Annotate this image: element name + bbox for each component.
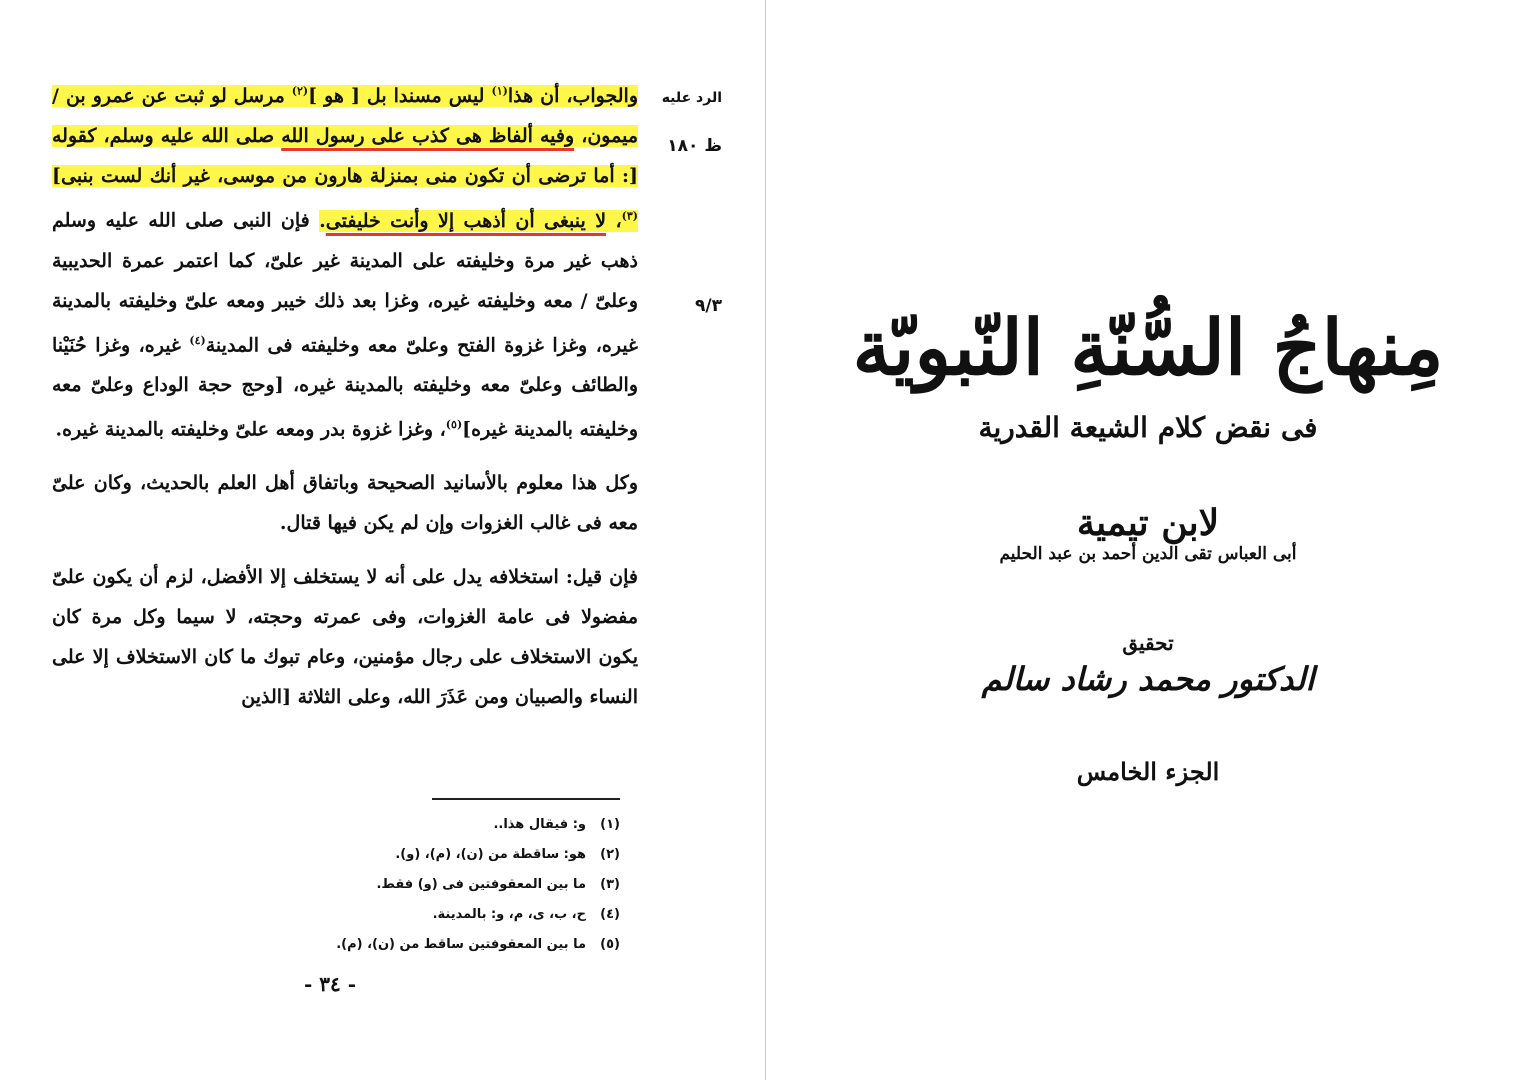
passage-text: ، <box>606 209 622 232</box>
footnote-number: (١) <box>600 817 620 832</box>
footnote-divider <box>432 798 620 800</box>
footnote-ref-2: (٢) <box>291 85 309 98</box>
passage-text: فإن النبى صلى الله عليه وسلم ذهب غير مرة وخليفته على المدينة غير علىّ، كما اعتمر عمرة الحديبية وعلىّ / معه وخليفته غيره، وغزا بعد ذلك خيبر ومعه علىّ وخليفته بالمدينة غيره، وغزا غزوة الفتح وعلىّ معه وخليفته فى المدينة <box>52 209 638 356</box>
footnotes <box>300 810 620 960</box>
margin-note-ms-ref: ظ ١٨٠ <box>667 136 722 156</box>
footnote-ref-1: (١) <box>491 85 508 98</box>
footnote-number: (٥) <box>600 937 620 952</box>
footnote-number: (٤) <box>600 907 620 922</box>
volume-label: الجزء الخامس <box>1076 757 1220 786</box>
footnote-number: (٣) <box>600 877 620 892</box>
footnote-text: ما بين المعقوفتين ساقط من (ن)، (م). <box>336 937 586 952</box>
passage-text: . <box>319 209 326 232</box>
margin-note-reply: الرد عليه <box>661 90 722 106</box>
footnote-text: هو: ساقطة من (ن)، (م)، (و). <box>395 847 586 862</box>
passage-text: ، وغزا غزوة بدر ومعه علىّ وخليفته بالمدينة غيره. <box>55 418 446 441</box>
footnote-ref-5: (٥) <box>445 417 463 431</box>
footnote-text: ما بين المعقوفتين فى (و) فقط. <box>376 877 586 892</box>
footnote-text: ح، ب، ى، م، و: بالمدينة. <box>432 907 586 922</box>
author-full-name: أبى العباس تقى الدين أحمد بن عبد الحليم <box>999 544 1297 564</box>
paragraph-answer <box>52 72 638 449</box>
passage-text: صلى الله عليه وسلم، كقوله [: أما ترضى أن تكون منى بمنزلة هارون من موسى، غير أنك لست بنبى] <box>52 125 638 188</box>
footnote-item <box>300 900 620 930</box>
underlined-phrase-2: لا ينبغى أن أذهب إلا وأنت خليفتى <box>325 209 607 232</box>
footnote-item <box>300 870 620 900</box>
paragraph-hadith-consensus: وكل هذا معلوم بالأسانيد الصحيحة وباتفاق أهل العلم بالحديث، وكان علىّ معه فى غالب الغزوات وإن لم يكن فيها قتال. <box>52 472 638 535</box>
editor-name: الدكتور محمد رشاد سالم <box>981 660 1315 698</box>
footnote-item <box>300 840 620 870</box>
passage-text: مرسل لو ثبت عن عمرو بن / ميمون، <box>52 85 638 148</box>
footnote-item <box>300 930 620 960</box>
tahqiq-label: تحقيق <box>1122 631 1174 655</box>
footnote-number: (٢) <box>600 847 620 862</box>
footnote-text: و: فيقال هذا.. <box>493 817 586 832</box>
paragraph-objection: فإن قيل: استخلافه يدل على أنه لا يستخلف إلا الأفضل، لزم أن يكون علىّ مفضولا فى عامة الغزوات، وفى عمرته وحجته، لا سيما وكل مرة كان يكون الاستخلاف على رجال مؤمنين، وعام تبوك ما كان الاستخلاف إلا على النساء والصبيان ومن عَذَرَ الله، وعلى الثلاثة [الذين <box>52 566 638 709</box>
page-number: - ٣٤ - <box>303 972 356 996</box>
footnote-item <box>300 810 620 840</box>
book-subtitle: فى نقض كلام الشيعة القدرية <box>978 411 1318 444</box>
footnote-ref-4: (٤) <box>189 333 206 347</box>
margin-note-edition-ref: ٩/٣ <box>695 296 722 316</box>
author-name: لابن تيمية <box>1076 502 1220 544</box>
passage-text: ، أن هذا <box>507 85 573 108</box>
underlined-phrase-1: وفيه ألفاظ هى كذب على رسول الله <box>281 125 575 148</box>
passage-text: غيره، وغزا حُنَيْنا والطائف وعلىّ معه وخليفته بالمدينة غيره، [وحج حجة الوداع وعلىّ معه وخليفته بالمدينة غيره] <box>52 333 638 441</box>
footnote-ref-3: (٣) <box>621 209 638 223</box>
answer-lead-word: والجواب <box>572 85 638 108</box>
right-page-title <box>766 0 1530 1080</box>
passage-text: ليس مسندا بل [ هو ] <box>308 85 492 108</box>
book-title: مِنهاجُ السُّنّةِ النّبويّة <box>852 303 1444 392</box>
main-text <box>52 72 638 717</box>
